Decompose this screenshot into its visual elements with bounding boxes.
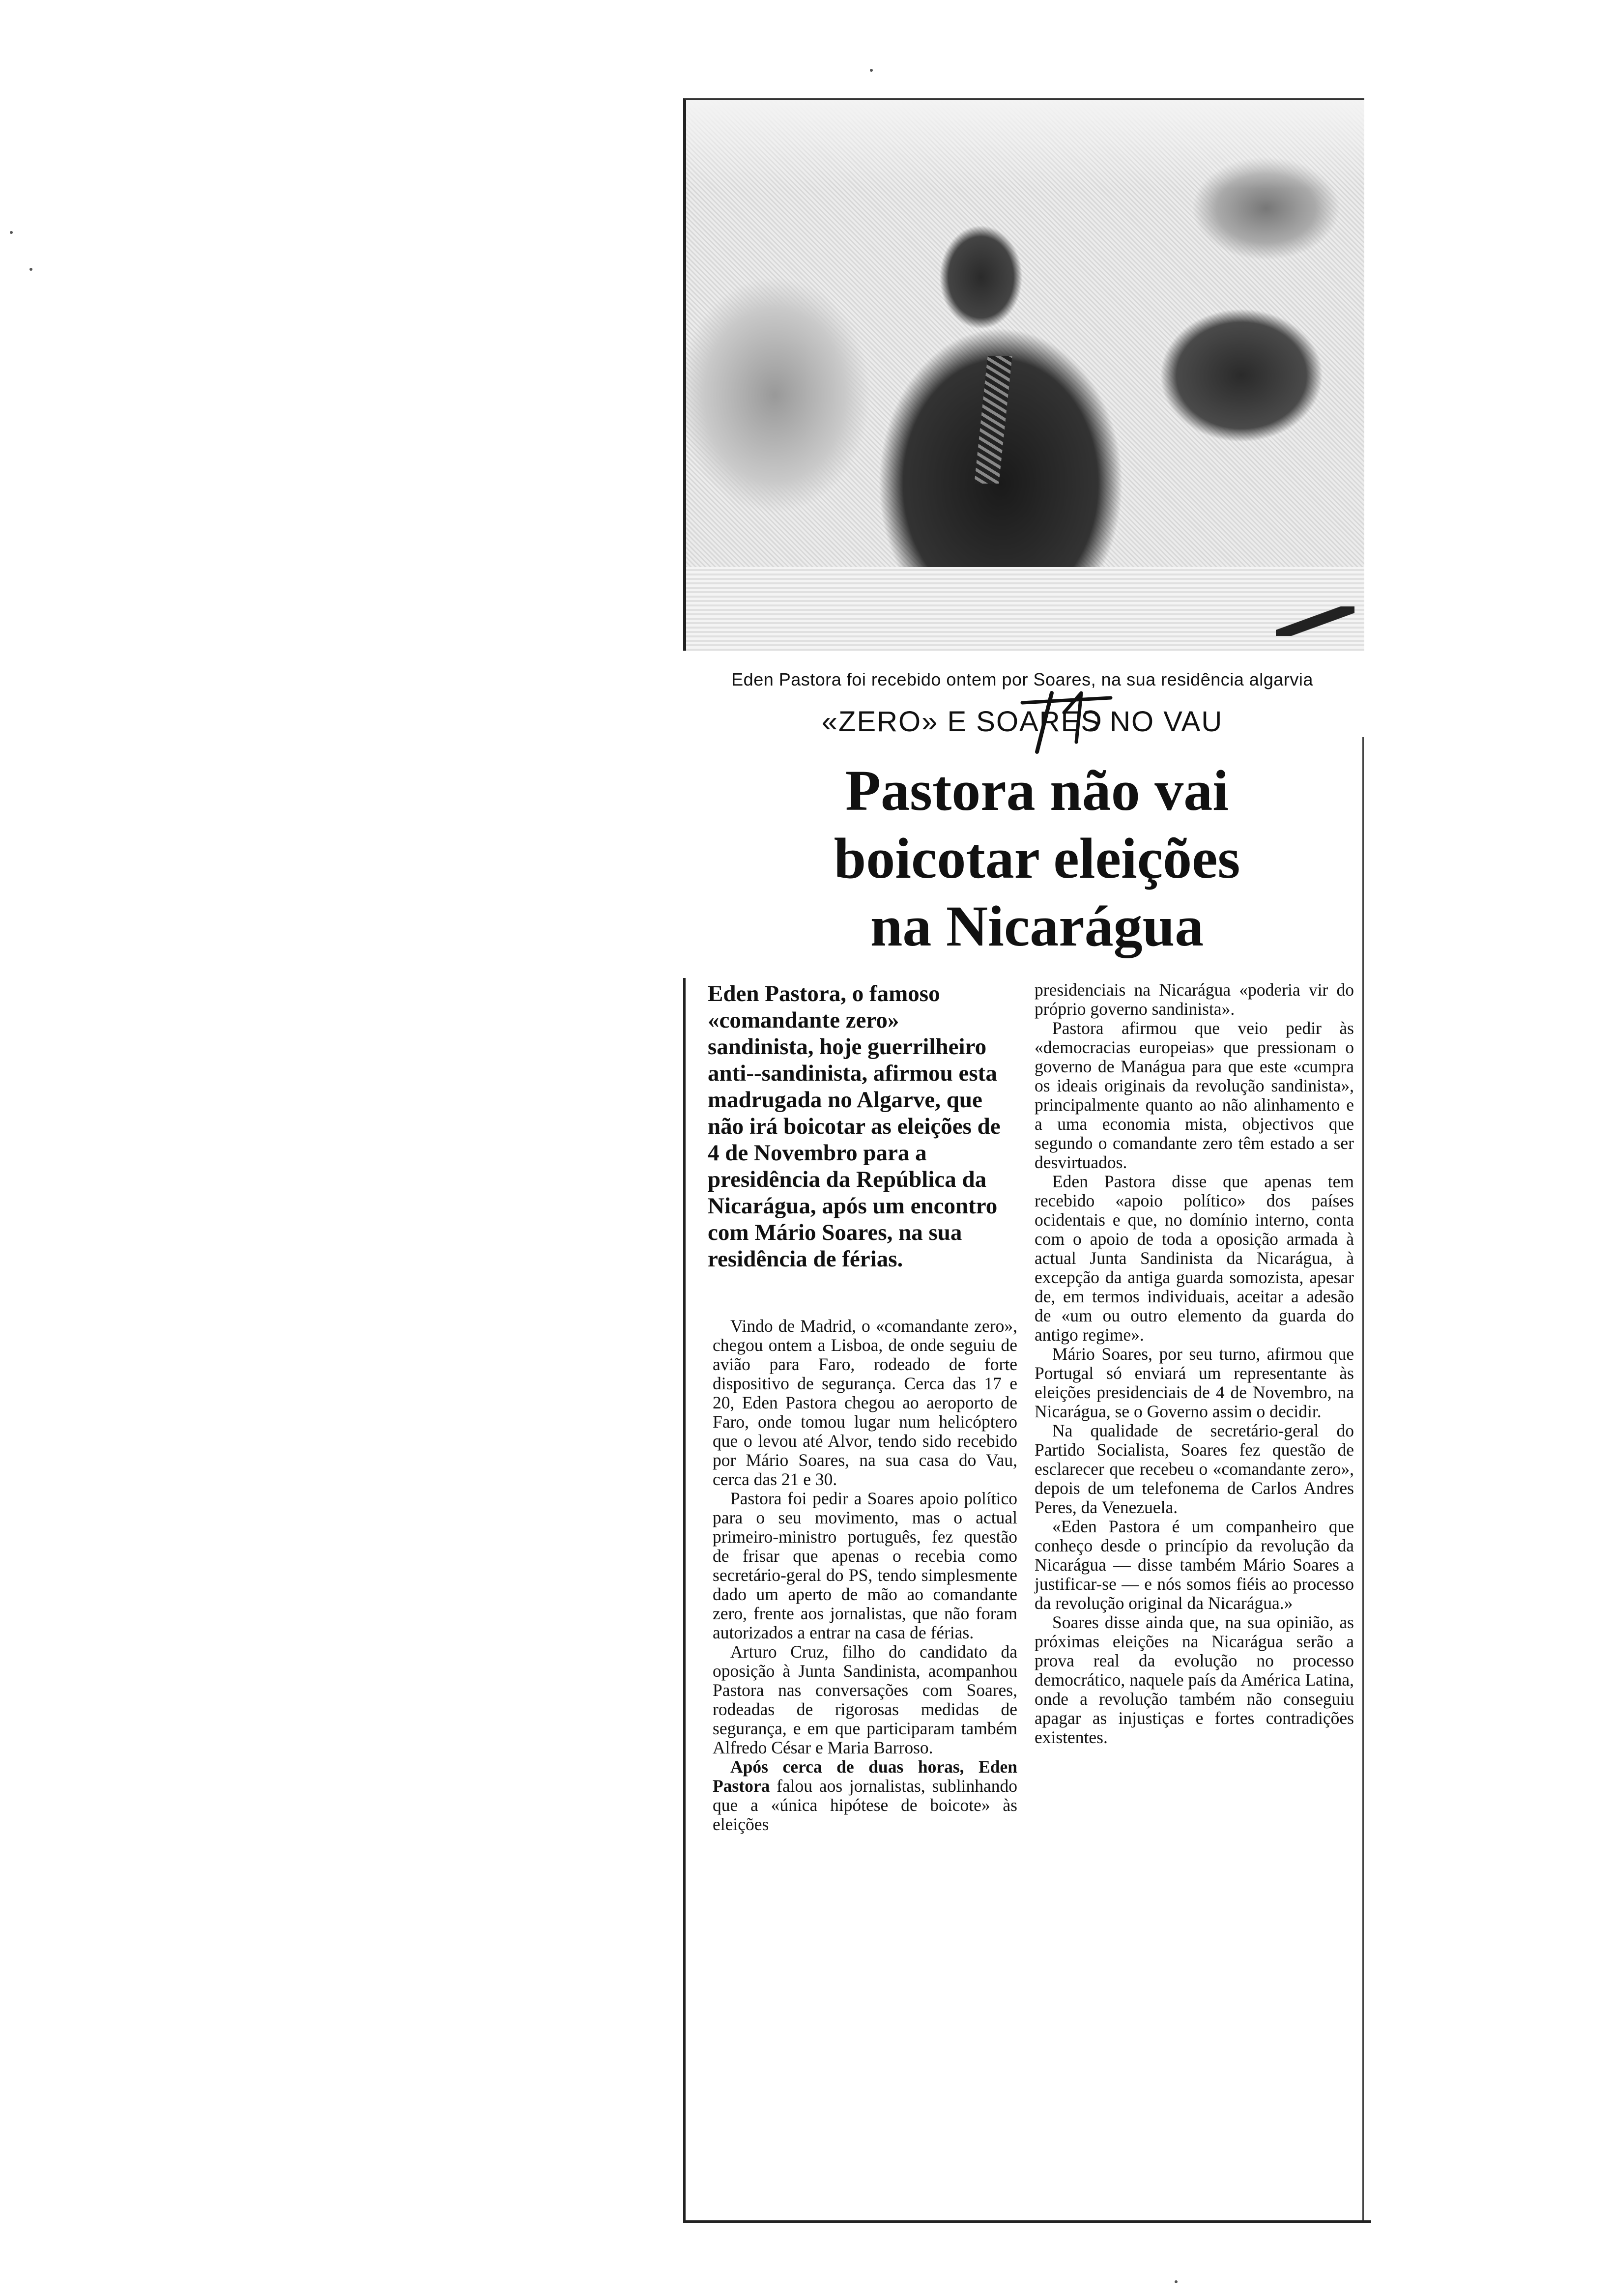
left-column-body [713,1317,1017,1834]
paragraph [713,1757,1017,1834]
scan-speck [10,231,13,234]
scan-speck [1175,2280,1178,2283]
paragraph-rest: falou aos jornalistas, sublinhando que a «única hipótese de boicote» às eleições [713,1776,1017,1834]
photo-corner-mark [1276,606,1354,636]
article-kicker: «ZERO» E SOARES NO VAU [821,706,1223,738]
article-headline [713,757,1361,960]
article-photo [683,98,1364,651]
newspaper-clipping [683,98,1371,2221]
paragraph-continuation: presidenciais na Nicarágua «poderia vir do próprio governo sandinista». [1035,980,1354,1019]
scan-speck [870,69,873,72]
headline-line-3: na Nicarágua [870,894,1204,958]
right-edge-rule [1362,737,1364,2220]
photo-caption: Eden Pastora foi recebido ontem por Soares, na sua residência algarvia [731,669,1313,689]
headline-line-1: Pastora não vai [845,758,1229,823]
right-column [1035,980,1354,1747]
paragraph: Arturo Cruz, filho do candidato da oposição à Junta Sandinista, acompanhou Pastora nas conversações com Soares, rodeadas de rigorosas medidas de segurança, e em que participaram também Alfredo César e Maria Barroso. [713,1642,1017,1757]
article-lead: Eden Pastora, o famoso «comandante zero» sandinista, hoje guerrilheiro anti--sandinista, afirmou esta madrugada no Algarve, que não irá boicotar as eleições de 4 de Novembro para a presidência da República da Nicarágua, após um encontro com Mário Soares, na sua residência de férias. [708,981,1001,1272]
left-column [683,980,1022,1834]
scan-speck [29,268,32,271]
paragraph: Na qualidade de secretário-geral do Partido Socialista, Soares fez questão de esclarecer que recebeu o «comandante zero», depois de um telefonema de Carlos Andres Peres, da Venezuela. [1035,1421,1354,1517]
paragraph: Pastora afirmou que veio pedir às «democracias europeias» que pressionam o governo de Manágua para que este «cumpra os ideais originais da revolução sandinista», principalmente quanto ao não alinhamento e a uma economia mista, objectivos que segundo o comandante zero têm estado a ser desvirtuados. [1035,1018,1354,1172]
paragraph: Eden Pastora disse que apenas tem recebido «apoio político» dos países ocidentais e que, no domínio interno, conta com o apoio de toda a oposição armada à actual Junta Sandinista da Nicarágua, à excepção da antiga guarda somozista, apesar de, em termos individuais, aceitar a adesão de «um ou outro elemento da guarda do antigo regime». [1035,1172,1354,1345]
paragraph: «Eden Pastora é um companheiro que conheço desde o princípio da revolução da Nicarágua — disse também Mário Soares a justificar-se — e nós somos fiéis ao processo da revolução original da Nicarágua.» [1035,1517,1354,1613]
bottom-rule [683,2220,1371,2223]
paragraph: Soares disse ainda que, na sua opinião, as próximas eleições na Nicarágua serão a prova real da evolução no processo democrático, naquele país da América Latina, onde a revolução também não conseguiu apagar as injustiças e fortes contradições existentes. [1035,1612,1354,1747]
paragraph: Pastora foi pedir a Soares apoio político para o seu movimento, mas o actual primeiro-ministro português, fez questão de frisar que apenas o recebia como secretário-geral do PS, tendo simplesmente dado um aperto de mão ao comandante zero, frente aos jornalistas, que não foram autorizados a entrar na casa de férias. [713,1489,1017,1642]
paragraph-bold-start: Após cerca de duas horas, Eden Pastora [713,1757,1017,1796]
photo-table-detail [686,567,1364,651]
paragraph: Mário Soares, por seu turno, afirmou que Portugal só enviará um representante às eleições presidenciais de 4 de Novembro, na Nicarágua, se o Governo assim o decidir. [1035,1344,1354,1421]
photo-tie-detail [974,356,1012,484]
headline-line-2: boicotar eleições [834,826,1240,890]
photo-background [686,100,1364,189]
paragraph: Vindo de Madrid, o «comandante zero», chegou ontem a Lisboa, de onde seguiu de avião para Faro, rodeado de forte dispositivo de segurança. Cerca das 17 e 20, Eden Pastora chegou ao aeroporto de Faro, onde tomou lugar num helicóptero que o levou até Alvor, tendo sido recebido por Mário Soares, na sua casa do Vau, cerca das 21 e 30. [713,1316,1017,1489]
